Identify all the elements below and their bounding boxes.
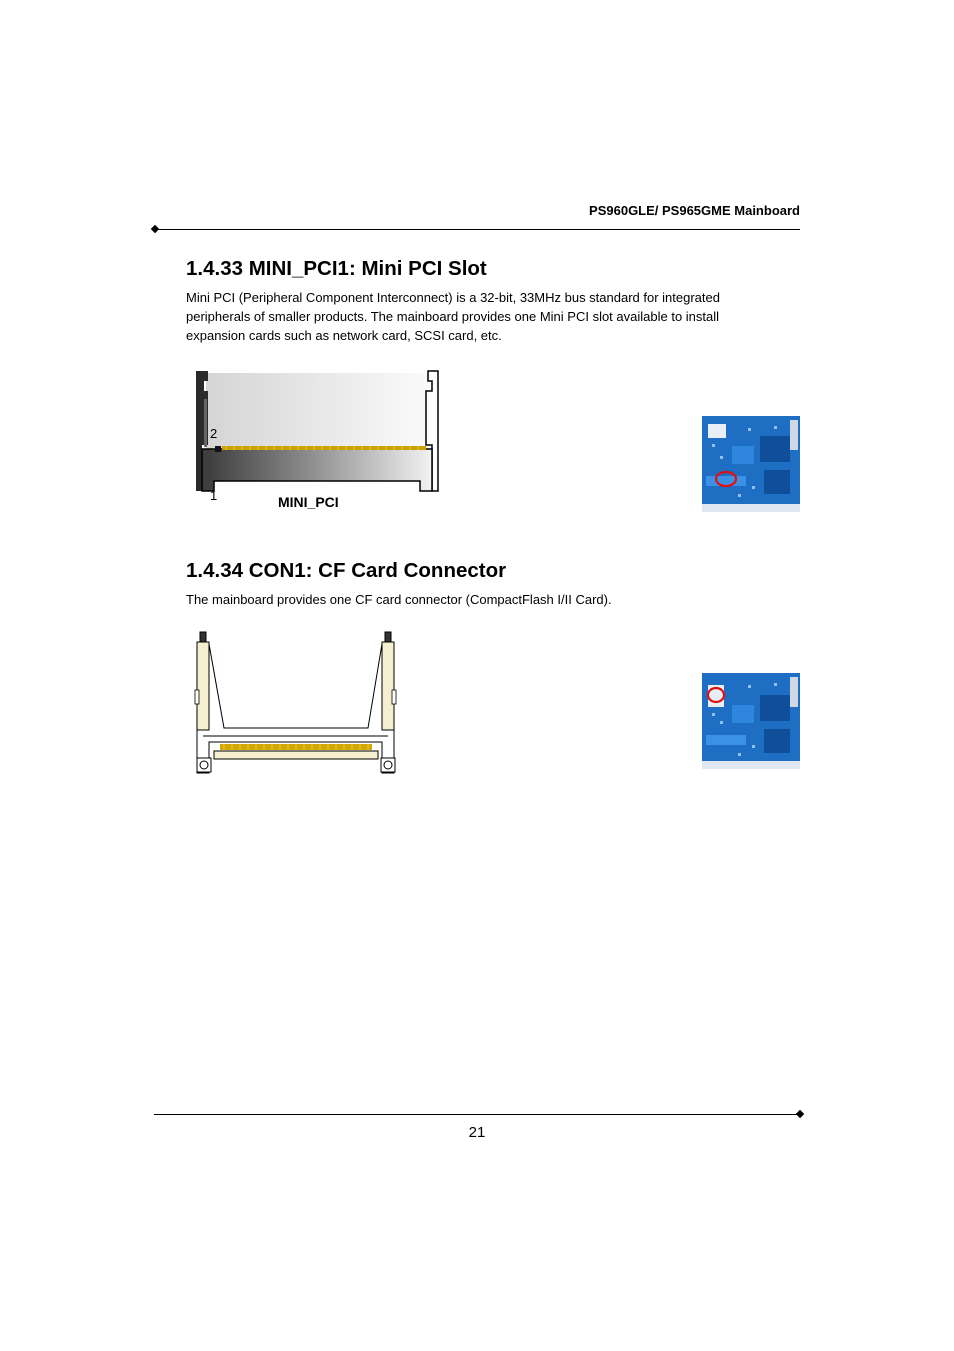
board-location-thumbnail-mini-pci bbox=[702, 416, 800, 512]
document-header-title: PS960GLE/ PS965GME Mainboard bbox=[589, 203, 800, 218]
page-number: 21 bbox=[468, 1124, 486, 1141]
mainboard-image bbox=[702, 416, 800, 512]
section-heading-mini-pci: 1.4.33 MINI_PCI1: Mini PCI Slot bbox=[186, 257, 487, 280]
section-paragraph-mini-pci bbox=[186, 288, 806, 345]
pin-1-label: 1 bbox=[210, 488, 218, 503]
cf-connector-drawing bbox=[194, 630, 399, 776]
mainboard-image bbox=[702, 673, 800, 769]
mini-pci-label: MINI_PCI bbox=[278, 494, 339, 510]
section-paragraph-cf-card bbox=[186, 590, 806, 609]
footer-rule bbox=[154, 1114, 799, 1115]
paragraph-line: expansion cards such as network card, SCSI card, etc. bbox=[186, 328, 502, 343]
paragraph-line: peripherals of smaller products. The mainboard provides one Mini PCI slot available to install bbox=[186, 309, 720, 324]
mini-pci-slot-drawing bbox=[194, 369, 440, 514]
cf-card-connector-diagram bbox=[194, 630, 399, 776]
pin-2-label: 2 bbox=[210, 426, 218, 441]
paragraph-line: The mainboard provides one CF card connector (CompactFlash I/II Card). bbox=[186, 592, 612, 607]
header-rule bbox=[157, 229, 800, 230]
footer-diamond-marker bbox=[796, 1110, 804, 1118]
paragraph-line: Mini PCI (Peripheral Component Interconnect) is a 32-bit, 33MHz bus standard for integrated bbox=[186, 290, 720, 305]
mini-pci-slot-diagram bbox=[194, 369, 440, 514]
board-location-thumbnail-cf-card bbox=[702, 673, 800, 769]
section-heading-cf-card: 1.4.34 CON1: CF Card Connector bbox=[186, 559, 507, 582]
